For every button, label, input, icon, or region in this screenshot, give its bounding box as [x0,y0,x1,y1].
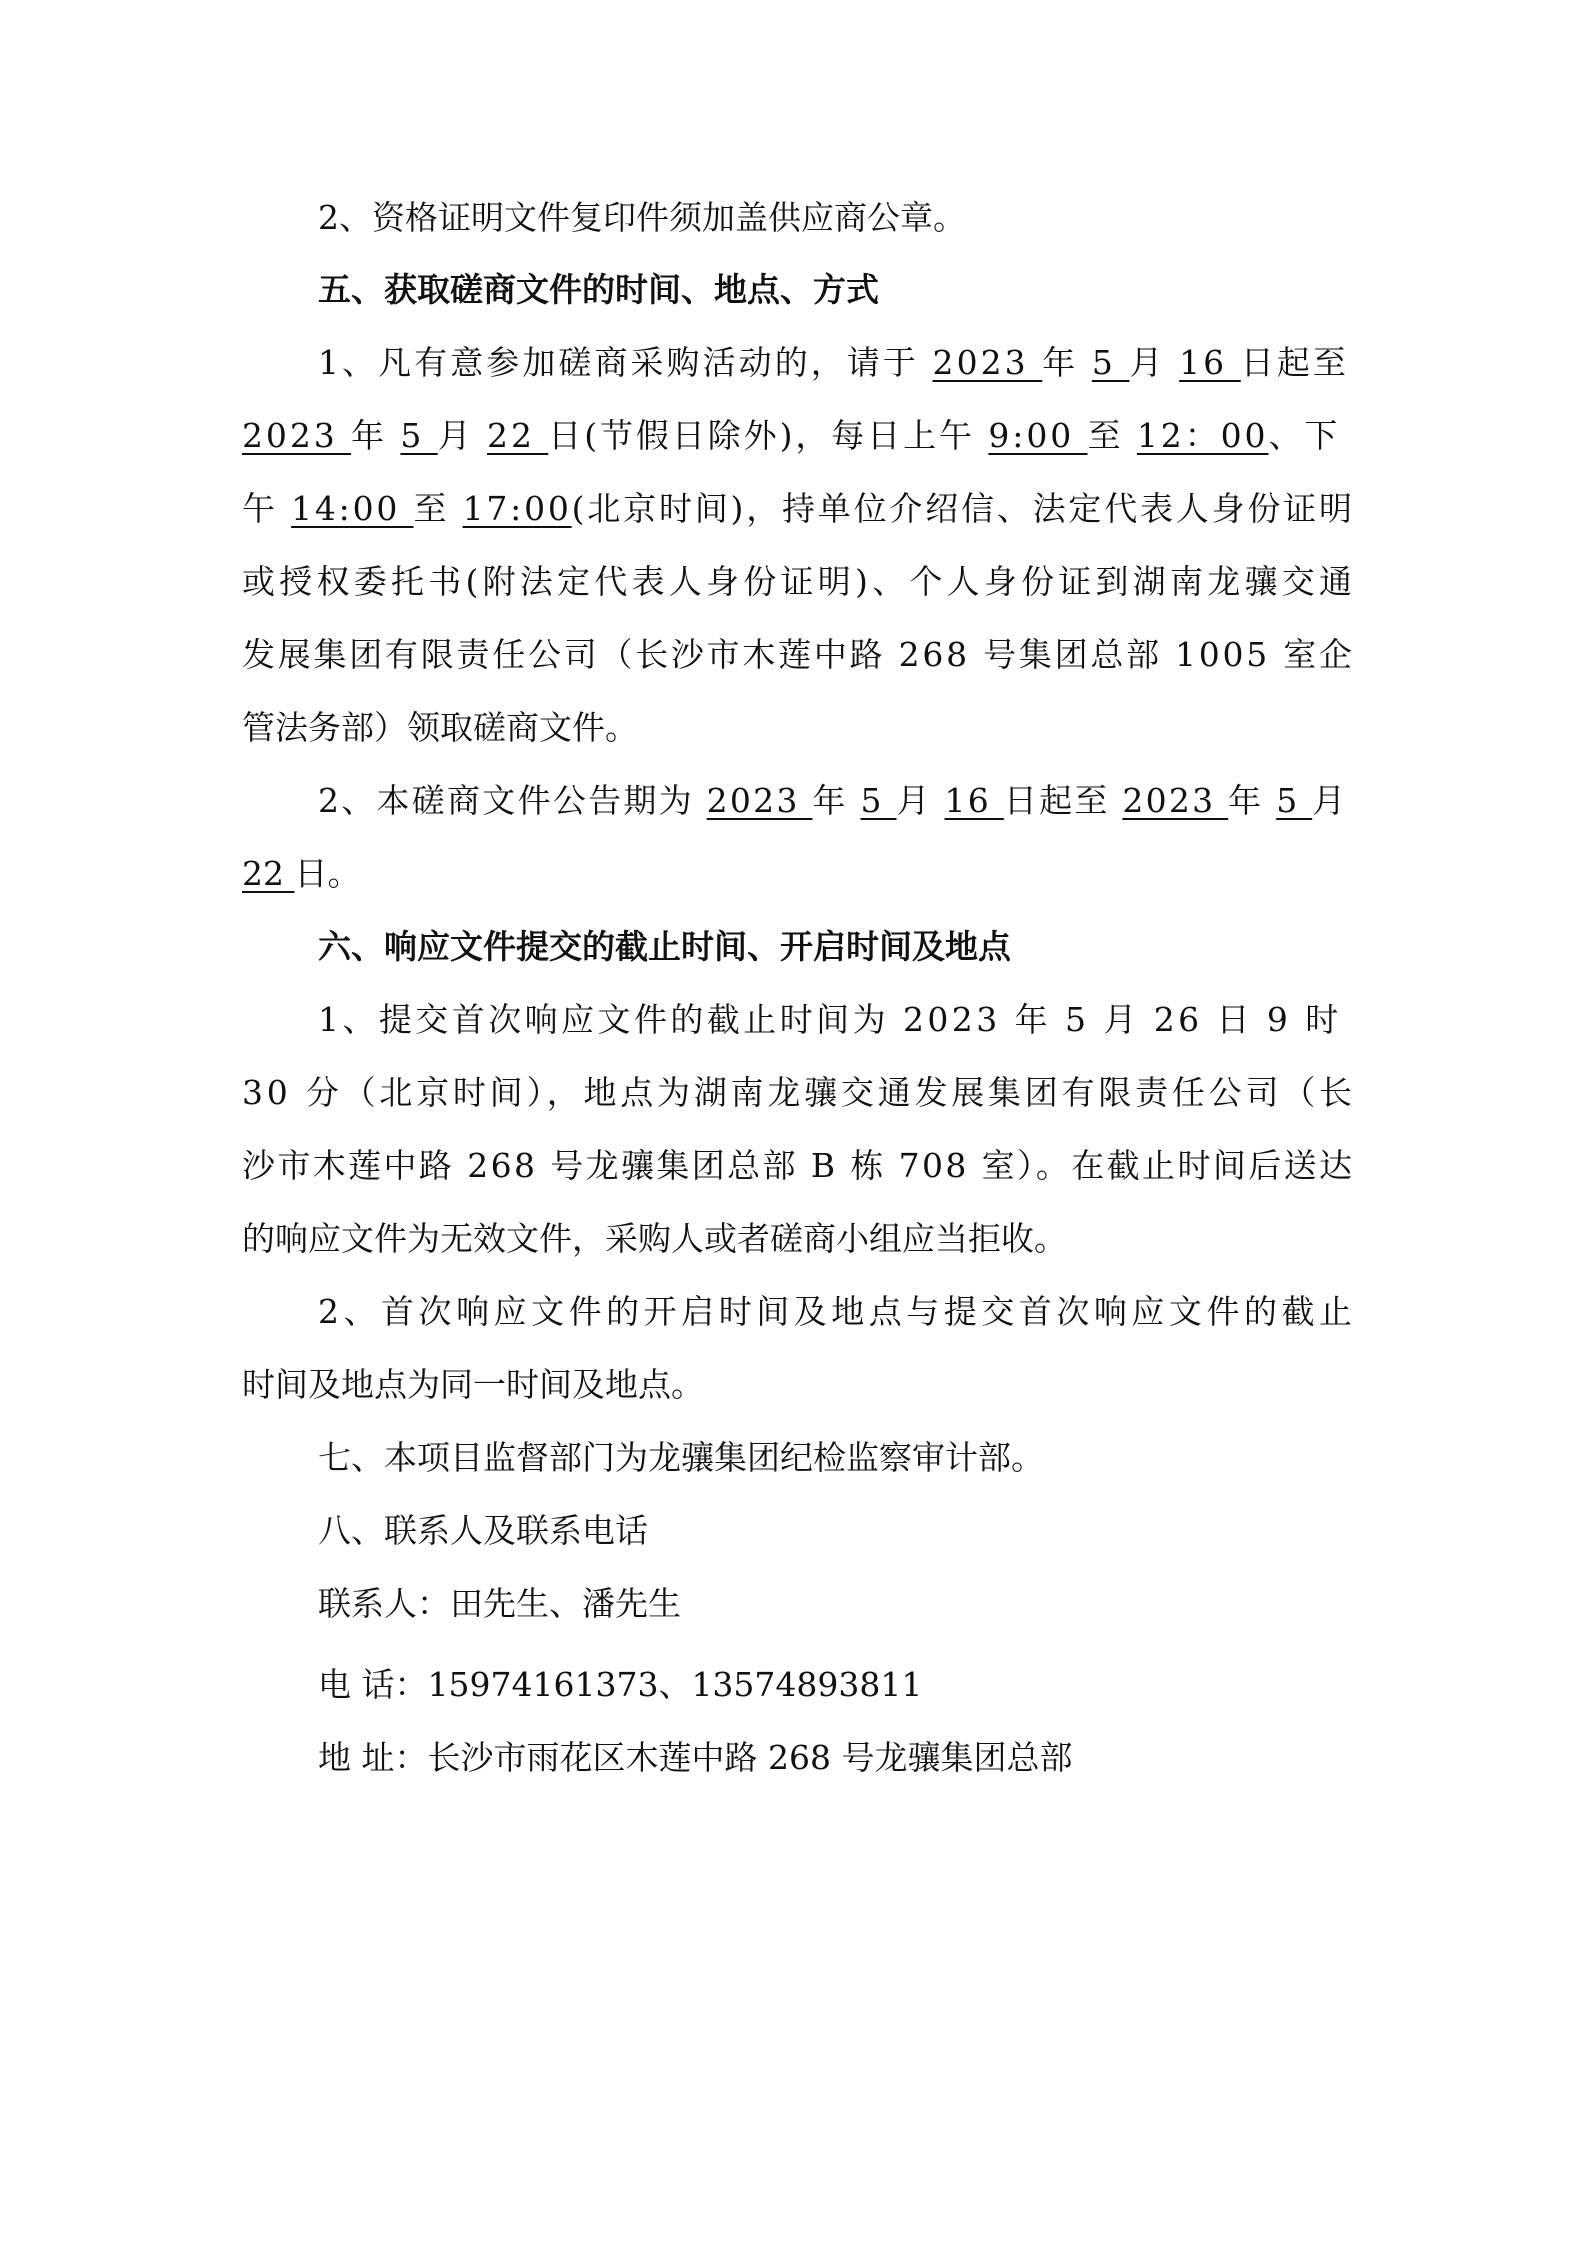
text-segment: 沙市木莲中路 268 号龙骧集团总部 B 栋 708 室）。在截止时间后送达 [242,1146,1355,1185]
text-segment: 日(节假日除外)，每日上午 [548,416,989,455]
text-segment: 月 [1129,343,1180,382]
text-segment: 月 [1312,781,1348,820]
text-segment: 地 址：长沙市雨花区木莲中路 268 号龙骧集团总部 [318,1738,1073,1777]
text-segment: 的响应文件为无效文件，采购人或者磋商小组应当拒收。 [242,1219,1067,1258]
underlined-field: 12：00 [1136,416,1269,455]
underlined-field: 2023 [932,343,1043,382]
underlined-field: 17:00 [462,489,572,528]
text-segment: 1、凡有意参加磋商采购活动的，请于 [318,343,933,382]
text-segment: 六、响应文件提交的截止时间、开启时间及地点 [318,927,1011,966]
text-segment: 至 [1087,416,1137,455]
text-segment: 七、本项目监督部门为龙骧集团纪检监察审计部。 [318,1438,1044,1477]
text-line [318,1665,922,1705]
text-segment: 午 [242,489,292,528]
text-segment: 联系人：田先生、潘先生 [318,1584,681,1623]
text-line [318,198,966,238]
text-line [318,343,1349,383]
text-line [242,708,638,748]
underlined-field: 16 [944,781,1004,820]
underlined-field: 2023 [242,416,352,455]
text-segment: 2、资格证明文件复印件须加盖供应商公章。 [318,198,966,237]
underlined-field: 9:00 [988,416,1088,455]
text-segment: 或授权委托书(附法定代表人身份证明)、个人身份证到湖南龙骧交通 [242,562,1357,601]
text-line [242,635,1355,675]
text-line [242,562,1356,602]
text-segment: 八、联系人及联系电话 [318,1511,648,1550]
text-line [318,1000,1342,1040]
text-line [242,1219,1067,1259]
text-line [318,1511,648,1551]
text-line [318,1738,1072,1778]
underlined-field: 5 [860,781,897,820]
section-heading [318,927,1011,967]
section-heading [318,270,879,310]
underlined-field: 2023 [706,781,813,820]
text-segment: 1、提交首次响应文件的截止时间为 2023 年 5 月 26 日 9 时 [318,1000,1342,1039]
text-line [318,1584,681,1624]
text-line [242,489,1355,529]
underlined-field: 5 [1276,781,1313,820]
text-segment: 月 [437,416,488,455]
text-segment: 30 分（北京时间），地点为湖南龙骧交通发展集团有限责任公司（长 [242,1073,1356,1112]
text-segment: 2、首次响应文件的开启时间及地点与提交首次响应文件的截止 [318,1292,1357,1331]
text-segment: 时间及地点为同一时间及地点。 [242,1365,704,1404]
text-segment: 五、获取磋商文件的时间、地点、方式 [318,270,879,309]
text-segment: 月 [896,781,945,820]
text-segment: 年 [1228,781,1277,820]
underlined-field: 22 [487,416,549,455]
underlined-field: 5 [400,416,438,455]
underlined-field: 14:00 [291,489,414,528]
text-segment: 年 [1042,343,1092,382]
text-segment: 日起至 [1240,343,1349,382]
text-segment: 日。 [294,854,361,893]
text-line [318,781,1347,821]
text-line [242,1365,704,1405]
text-segment: 至 [413,489,463,528]
underlined-field: 2023 [1122,781,1229,820]
text-line [242,416,1340,456]
text-line [242,1073,1356,1113]
underlined-field: 5 [1091,343,1130,382]
text-segment: 、下 [1268,416,1341,455]
text-segment: 发展集团有限责任公司（长沙市木莲中路 268 号集团总部 1005 室企 [242,635,1355,674]
underlined-field: 16 [1179,343,1241,382]
text-segment: 电 话：15974161373、13574893811 [318,1665,923,1704]
text-segment: 年 [351,416,401,455]
text-segment: (北京时间)，持单位介绍信、法定代表人身份证明 [571,489,1355,528]
text-segment: 2、本磋商文件公告期为 [318,781,707,820]
text-segment: 日起至 [1003,781,1123,820]
text-line [242,854,360,894]
underlined-field: 22 [242,854,295,893]
text-segment: 年 [812,781,861,820]
text-line [318,1292,1357,1332]
text-line [318,1438,1044,1478]
text-line [242,1146,1354,1186]
text-segment: 管法务部）领取磋商文件。 [242,708,638,747]
